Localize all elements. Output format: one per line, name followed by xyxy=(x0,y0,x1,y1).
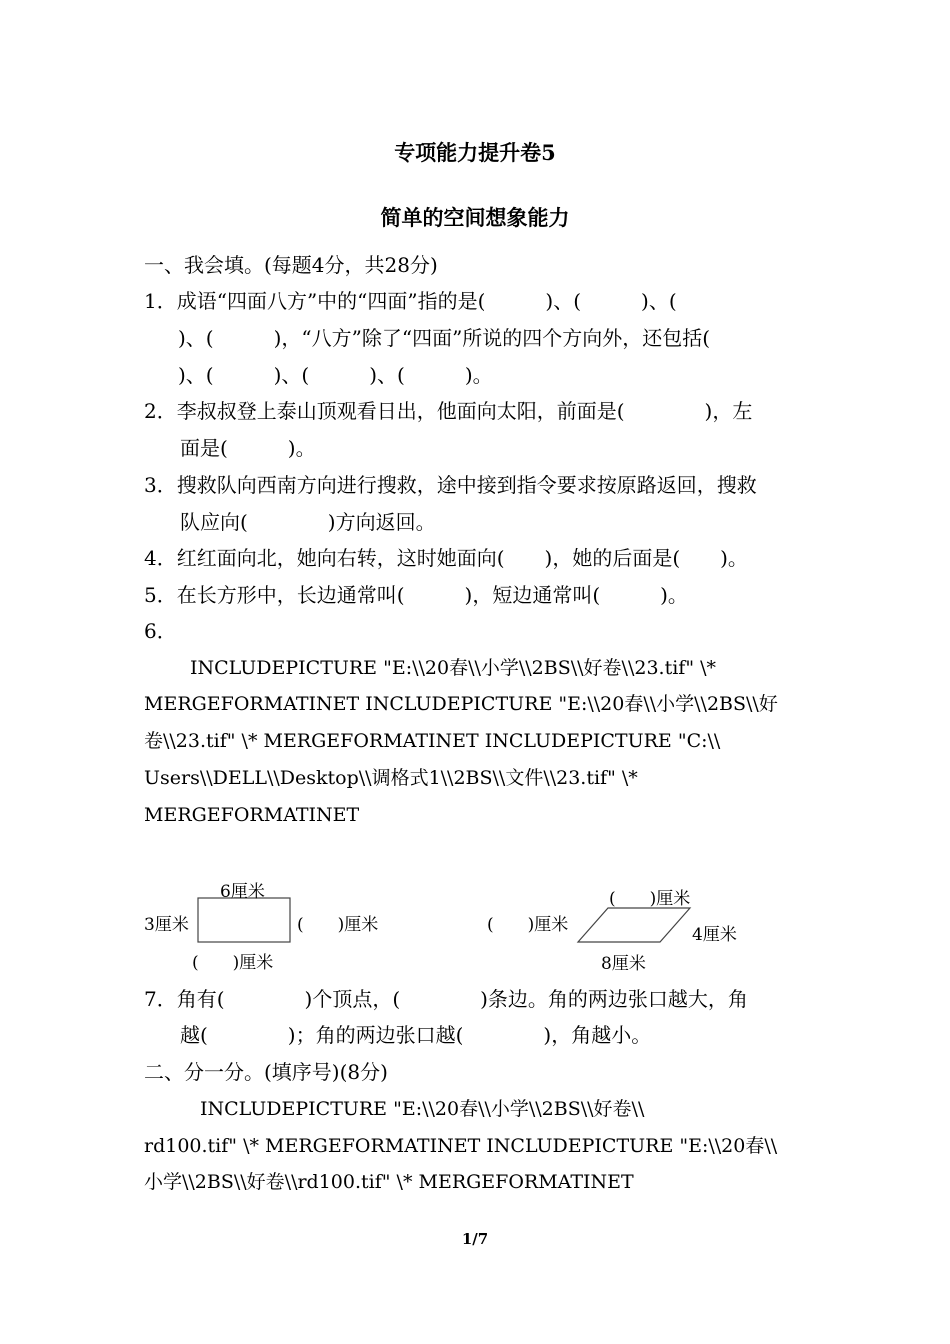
q2-line-1: 2．李叔叔登上泰山顶观看日出，他面向太阳，前面是( )，左 xyxy=(144,399,753,423)
field-code-line-8: 小学\\2BS\\好卷\\rd100.tif" \* MERGEFORMATINET xyxy=(144,1171,634,1193)
q2-line-2: 面是( )。 xyxy=(180,436,316,460)
para-right-label: 4厘米 xyxy=(692,925,737,945)
page-title: 专项能力提升卷5 xyxy=(394,140,556,165)
section-2-heading: 二、分一分。(填序号)(8分) xyxy=(144,1060,388,1084)
q7-line-2: 越( )；角的两边张口越( )，角越小。 xyxy=(180,1023,652,1047)
parallelogram-shape xyxy=(578,908,690,942)
page-subtitle: 简单的空间想象能力 xyxy=(380,205,570,230)
rect-right-label: ( )厘米 xyxy=(297,915,379,935)
rect-left-label: 3厘米 xyxy=(144,915,189,935)
field-code-line-5: MERGEFORMATINET xyxy=(144,804,360,826)
rect-top-label: 6厘米 xyxy=(220,882,265,902)
rect-bottom-label: ( )厘米 xyxy=(192,953,274,973)
q7-line-1: 7．角有( )个顶点，( )条边。角的两边张口越大，角 xyxy=(144,987,748,1011)
q1-line-1: 1．成语“四面八方”中的“四面”指的是( )、( )、( xyxy=(144,289,677,313)
section-1-heading: 一、我会填。(每题4分，共28分) xyxy=(144,253,438,277)
field-code-line-1: INCLUDEPICTURE "E:\\20春\\小学\\2BS\\好卷\\23.tif" \* xyxy=(190,657,716,679)
rectangle-shape xyxy=(198,898,290,942)
field-code-line-4: Users\\DELL\\Desktop\\调格式1\\2BS\\文件\\23.tif" \* xyxy=(144,767,638,789)
field-code-line-2: MERGEFORMATINET INCLUDEPICTURE "E:\\20春\\小学\\2BS\\好 xyxy=(144,693,778,715)
para-top-label: ( )厘米 xyxy=(609,889,691,909)
para-left-label: ( )厘米 xyxy=(487,915,569,935)
para-bottom-label: 8厘米 xyxy=(601,954,646,974)
q3-line-2: 队应向( )方向返回。 xyxy=(180,510,436,534)
q5-line: 5．在长方形中，长边通常叫( )，短边通常叫( )。 xyxy=(144,583,688,607)
page-number: 1/7 xyxy=(461,1230,489,1248)
field-code-line-3: 卷\\23.tif" \* MERGEFORMATINET INCLUDEPICTURE "C:\\ xyxy=(144,730,721,752)
q3-line-1: 3．搜救队向西南方向进行搜救，途中接到指令要求按原路返回，搜救 xyxy=(144,473,757,497)
q1-line-3: )、( )、( )、( )。 xyxy=(158,363,493,387)
q4-line: 4．红红面向北，她向右转，这时她面向( )，她的后面是( )。 xyxy=(144,546,748,570)
field-code-line-6: INCLUDEPICTURE "E:\\20春\\小学\\2BS\\好卷\\ xyxy=(200,1098,645,1120)
q6-number: 6． xyxy=(144,619,177,643)
field-code-line-7: rd100.tif" \* MERGEFORMATINET INCLUDEPICTURE "E:\\20春\\ xyxy=(144,1135,778,1157)
q1-line-2: )、( )，“八方”除了“四面”所说的四个方向外，还包括( xyxy=(158,326,711,350)
